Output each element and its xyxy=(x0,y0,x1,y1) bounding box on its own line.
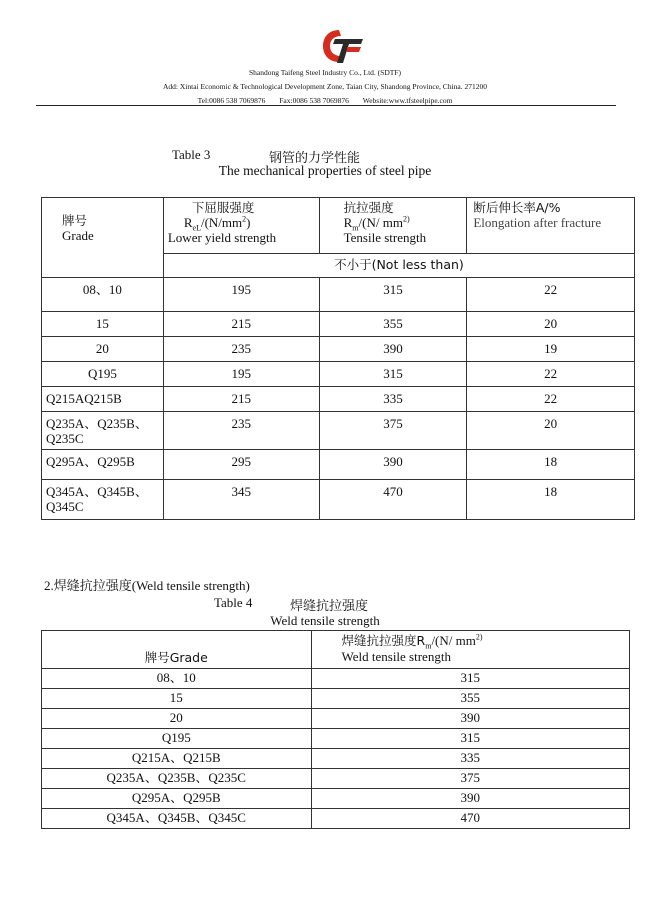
table-row xyxy=(42,387,635,412)
yield-cell: 345 xyxy=(163,480,319,520)
elongation-cell: 18 xyxy=(467,480,635,520)
letterhead xyxy=(0,0,650,110)
yield-header-en: Lower yield strength xyxy=(167,230,277,245)
weld-grade-cell: Q345A、Q345B、Q345C xyxy=(42,809,312,829)
tensile-cell: 315 xyxy=(319,362,467,387)
tensile-cell: 335 xyxy=(319,387,467,412)
weld-value-cell: 375 xyxy=(311,769,629,789)
tensile-cell: 375 xyxy=(319,412,467,450)
table-row xyxy=(42,337,635,362)
table3-title-en: The mechanical properties of steel pipe xyxy=(218,163,432,178)
yield-cell: 295 xyxy=(163,450,319,480)
grade-header-en: Grade xyxy=(62,228,94,243)
table-row xyxy=(42,362,635,387)
grade-cell: 20 xyxy=(42,337,164,362)
table-row xyxy=(42,450,635,480)
elongation-header xyxy=(467,198,635,254)
weld-strength-table xyxy=(41,630,630,829)
elongation-cell: 22 xyxy=(467,278,635,312)
weld-grade-cell: 20 xyxy=(42,709,312,729)
grade-header xyxy=(42,198,164,278)
table-row xyxy=(42,789,630,809)
elongation-cell: 19 xyxy=(467,337,635,362)
weld-value-cell: 390 xyxy=(311,789,629,809)
grade-cell: Q195 xyxy=(42,362,164,387)
grade-cell: Q235A、Q235B、Q235C xyxy=(42,412,164,450)
weld-strength-header-en: Weld tensile strength xyxy=(341,649,451,664)
mechanical-properties-table xyxy=(41,197,635,520)
tensile-cell: 470 xyxy=(319,480,467,520)
grade-cell: Q295A、Q295B xyxy=(42,450,164,480)
weld-value-cell: 315 xyxy=(311,729,629,749)
not-less-than-note: 不小于(Not less than) xyxy=(163,254,634,278)
grade-cell: Q345A、Q345B、Q345C xyxy=(42,480,164,520)
table4-title-cn: 焊缝抗拉强度 xyxy=(290,599,369,614)
table4-title-en: Weld tensile strength xyxy=(270,613,380,628)
yield-cell: 235 xyxy=(163,337,319,362)
table-row xyxy=(42,709,630,729)
tensile-header-symbol: $R_m/(N/$ $mm^{2)}$ xyxy=(343,214,410,233)
elongation-cell: 22 xyxy=(467,387,635,412)
weld-grade-cell: 08、10 xyxy=(42,669,312,689)
yield-header-cn: 下屈服强度 xyxy=(191,200,255,215)
grade-cell: 15 xyxy=(42,312,164,337)
table4-label: Table 4 xyxy=(214,595,253,610)
weld-value-cell: 470 xyxy=(311,809,629,829)
section-heading: 2.焊缝抗拉强度(Weld tensile strength) xyxy=(44,578,250,593)
table-row xyxy=(42,480,635,520)
tensile-cell: 390 xyxy=(319,337,467,362)
yield-cell: 215 xyxy=(163,387,319,412)
sdtf-logo xyxy=(319,26,365,66)
table-row xyxy=(42,412,635,450)
grade-cell: 08、10 xyxy=(42,278,164,312)
elongation-cell: 20 xyxy=(467,412,635,450)
table-row xyxy=(42,749,630,769)
table-row xyxy=(42,312,635,337)
table-row xyxy=(42,809,630,829)
grade-cell: Q215AQ215B xyxy=(42,387,164,412)
tensile-cell: 315 xyxy=(319,278,467,312)
contact-line xyxy=(0,96,650,105)
weld-value-cell: 315 xyxy=(311,669,629,689)
table-row xyxy=(42,769,630,789)
grade-header-cn: 牌号 xyxy=(62,213,88,228)
elongation-header-en: Elongation after fracture xyxy=(473,215,602,230)
weld-value-cell: 355 xyxy=(311,689,629,709)
website-link[interactable]: Website:www.tfsteelpipe.com xyxy=(362,96,453,105)
table-row xyxy=(42,729,630,749)
weld-grade-cell: Q235A、Q235B、Q235C xyxy=(42,769,312,789)
yield-cell: 195 xyxy=(163,362,319,387)
elongation-cell: 20 xyxy=(467,312,635,337)
company-address: Add: Xintai Economic & Technological Development Zone, Taian City, Shandong Province, China. 271200 xyxy=(163,82,487,91)
table-row xyxy=(42,669,630,689)
weld-grade-header: 牌号Grade xyxy=(42,631,312,669)
weld-grade-cell: 15 xyxy=(42,689,312,709)
weld-grade-cell: Q195 xyxy=(42,729,312,749)
header-divider xyxy=(36,105,616,106)
tensile-header-cn: 抗拉强度 xyxy=(343,200,394,215)
table-row xyxy=(42,278,635,312)
elongation-header-cn: 断后伸长率A/% xyxy=(473,200,561,215)
tensile-cell: 355 xyxy=(319,312,467,337)
table3-label: Table 3 xyxy=(172,147,211,162)
weld-grade-cell: Q295A、Q295B xyxy=(42,789,312,809)
fax: Fax:0086 538 7069876 xyxy=(279,96,349,105)
table3-title-cn: 钢管的力学性能 xyxy=(269,151,361,166)
elongation-cell: 22 xyxy=(467,362,635,387)
tensile-header-en: Tensile strength xyxy=(343,230,427,245)
yield-cell: 195 xyxy=(163,278,319,312)
weld-strength-header: 焊缝抗拉强度$R_m/(N/$ $mm^{2)}$ Weld tensile strength xyxy=(311,631,629,669)
company-name: Shandong Taifeng Steel Industry Co., Ltd. (SDTF) xyxy=(248,68,402,77)
tel: Tel:0086 538 7069876 xyxy=(197,96,266,105)
yield-cell: 215 xyxy=(163,312,319,337)
yield-cell: 235 xyxy=(163,412,319,450)
yield-header xyxy=(163,198,319,254)
elongation-cell: 18 xyxy=(467,450,635,480)
table-row xyxy=(42,689,630,709)
weld-value-cell: 335 xyxy=(311,749,629,769)
tensile-cell: 390 xyxy=(319,450,467,480)
tensile-header xyxy=(319,198,467,254)
weld-grade-cell: Q215A、Q215B xyxy=(42,749,312,769)
yield-header-symbol: $R_{eL}/(N/mm^2)$ xyxy=(183,214,251,233)
weld-value-cell: 390 xyxy=(311,709,629,729)
